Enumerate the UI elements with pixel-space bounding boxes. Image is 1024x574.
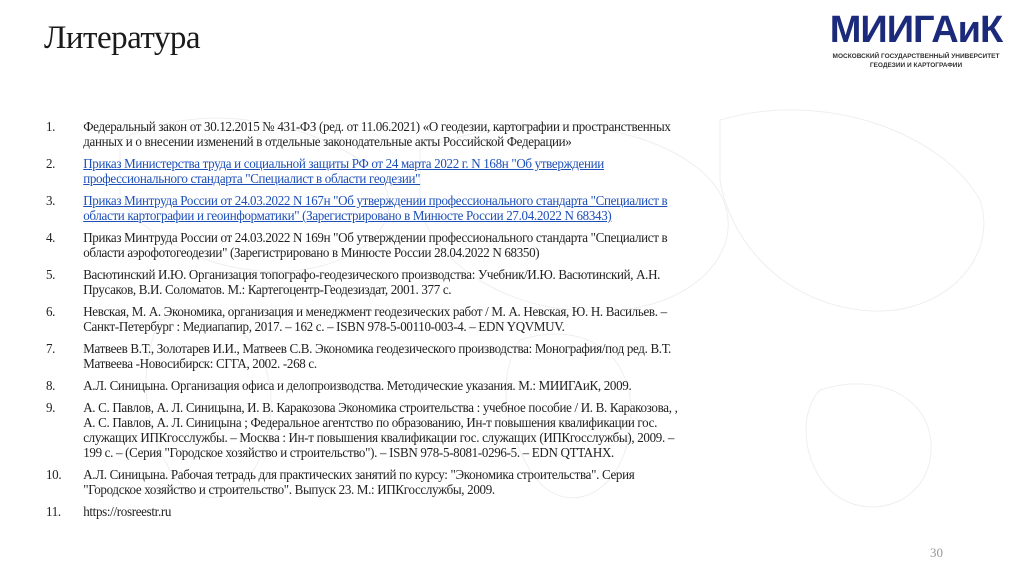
reference-text-line: А.Л. Синицына. Организация офиса и делопроизводства. Методические указания. М.: МИИГАиК, 2009.	[83, 379, 632, 394]
reference-text-line: области аэрофотогеодезии" (Зарегистрировано в Минюсте России 28.04.2022 N 68350)	[83, 246, 540, 261]
reference-item	[46, 401, 1004, 461]
reference-text-line: Невская, М. А. Экономика, организация и менеджмент геодезических работ / М. А. Невская, Ю. Н. Васильев. –	[83, 305, 667, 320]
reference-number: 10.	[46, 468, 62, 483]
reference-item	[46, 505, 1004, 520]
reference-text-line: А. С. Павлов, А. Л. Синицына ; Федеральное агентство по образованию, Ин-т повышения квалификации гос.	[83, 416, 658, 431]
logo-subtitle-2: ГЕОДЕЗИИ И КАРТОГРАФИИ	[869, 62, 963, 69]
reference-item	[46, 342, 1004, 372]
logo-name: МИИГАиК	[829, 9, 1003, 51]
reference-number: 6.	[46, 305, 56, 320]
reference-text-line: служащих ИПКгосслужбы. – Москва : Ин-т повышения квалификации гос. служащих (ИПКгосслужбы), 2009. –	[83, 431, 675, 446]
page-number: 30	[930, 545, 943, 560]
reference-item	[46, 231, 1004, 261]
reference-text-line: А.Л. Синицына. Рабочая тетрадь для практических занятий по курсу: "Экономика строительства". Серия	[83, 468, 635, 483]
reference-text-line: Васютинский И.Ю. Организация топографо-геодезического производства: Учебник/И.Ю. Васютинский, А.Н.	[83, 268, 661, 283]
reference-item[interactable]	[46, 194, 1004, 224]
page-title: Литература	[44, 20, 201, 56]
reference-number: 7.	[46, 342, 56, 357]
reference-text-line: данных и о внесении изменений в отдельные законодательные акты Российской Федерации»	[83, 135, 572, 150]
reference-item	[46, 120, 1004, 150]
reference-text-line: Матвеева -Новосибирск: СГГА, 2002. -268 с.	[83, 357, 317, 372]
reference-text-line: https://rosreestr.ru	[83, 505, 172, 520]
reference-number: 11.	[46, 505, 61, 520]
reference-number: 3.	[46, 194, 56, 209]
reference-item	[46, 305, 1004, 335]
reference-item	[46, 379, 1004, 394]
reference-text-line: 199 с. – (Серия "Городское хозяйство и строительство"). – ISBN 978-5-8081-0296-5. – EDN QTTAHX.	[83, 446, 614, 461]
reference-number: 4.	[46, 231, 56, 246]
logo-subtitle-1: МОСКОВСКИЙ ГОСУДАРСТВЕННЫЙ УНИВЕРСИТЕТ	[832, 53, 1000, 60]
reference-text-line: "Городское хозяйство и строительство". Выпуск 23. М.: ИПКгосслужбы, 2009.	[83, 483, 495, 498]
reference-number: 1.	[46, 120, 56, 135]
reference-text-line: Прусаков, В.И. Соломатов. М.: Картегоцентр-Геодезиздат, 2001. 377 с.	[83, 283, 452, 298]
reference-text-line: Федеральный закон от 30.12.2015 № 431-ФЗ (ред. от 11.06.2021) «О геодезии, картографии и пространственных	[83, 120, 671, 135]
reference-number: 2.	[46, 157, 56, 172]
reference-link-line[interactable]: области картографии и геоинформатики" (Зарегистрировано в Минюсте России 27.04.2022 N 68343)	[83, 209, 612, 224]
reference-link-line[interactable]: профессионального стандарта "Специалист в области геодезии"	[83, 172, 421, 187]
reference-number: 8.	[46, 379, 56, 394]
reference-number: 5.	[46, 268, 56, 283]
reference-text-line: А. С. Павлов, А. Л. Синицына, И. В. Каракозова Экономика строительства : учебное пособие / И. В. Каракозова, ,	[83, 401, 678, 416]
reference-item[interactable]	[46, 157, 1004, 187]
reference-number: 9.	[46, 401, 56, 416]
reference-link-line[interactable]: Приказ Министерства труда и социальной защиты РФ от 24 марта 2022 г. N 168н "Об утверждении	[83, 157, 604, 172]
reference-list	[46, 120, 966, 527]
reference-text-line: Приказ Минтруда России от 24.03.2022 N 169н "Об утверждении профессионального стандарта "Специалист в	[83, 231, 668, 246]
university-logo	[816, 8, 1016, 70]
reference-item	[46, 468, 1004, 498]
reference-link-line[interactable]: Приказ Минтруда России от 24.03.2022 N 167н "Об утверждении профессионального стандарта "Специалист в	[83, 194, 668, 209]
reference-item	[46, 268, 1004, 298]
reference-text-line: Санкт-Петербург : Медиапапир, 2017. – 162 с. – ISBN 978-5-00110-003-4. – EDN YQVMUV.	[83, 320, 565, 335]
reference-text-line: Матвеев В.Т., Золотарев И.И., Матвеев С.В. Экономика геодезического производства: Монография/под ред. В.Т.	[83, 342, 671, 357]
